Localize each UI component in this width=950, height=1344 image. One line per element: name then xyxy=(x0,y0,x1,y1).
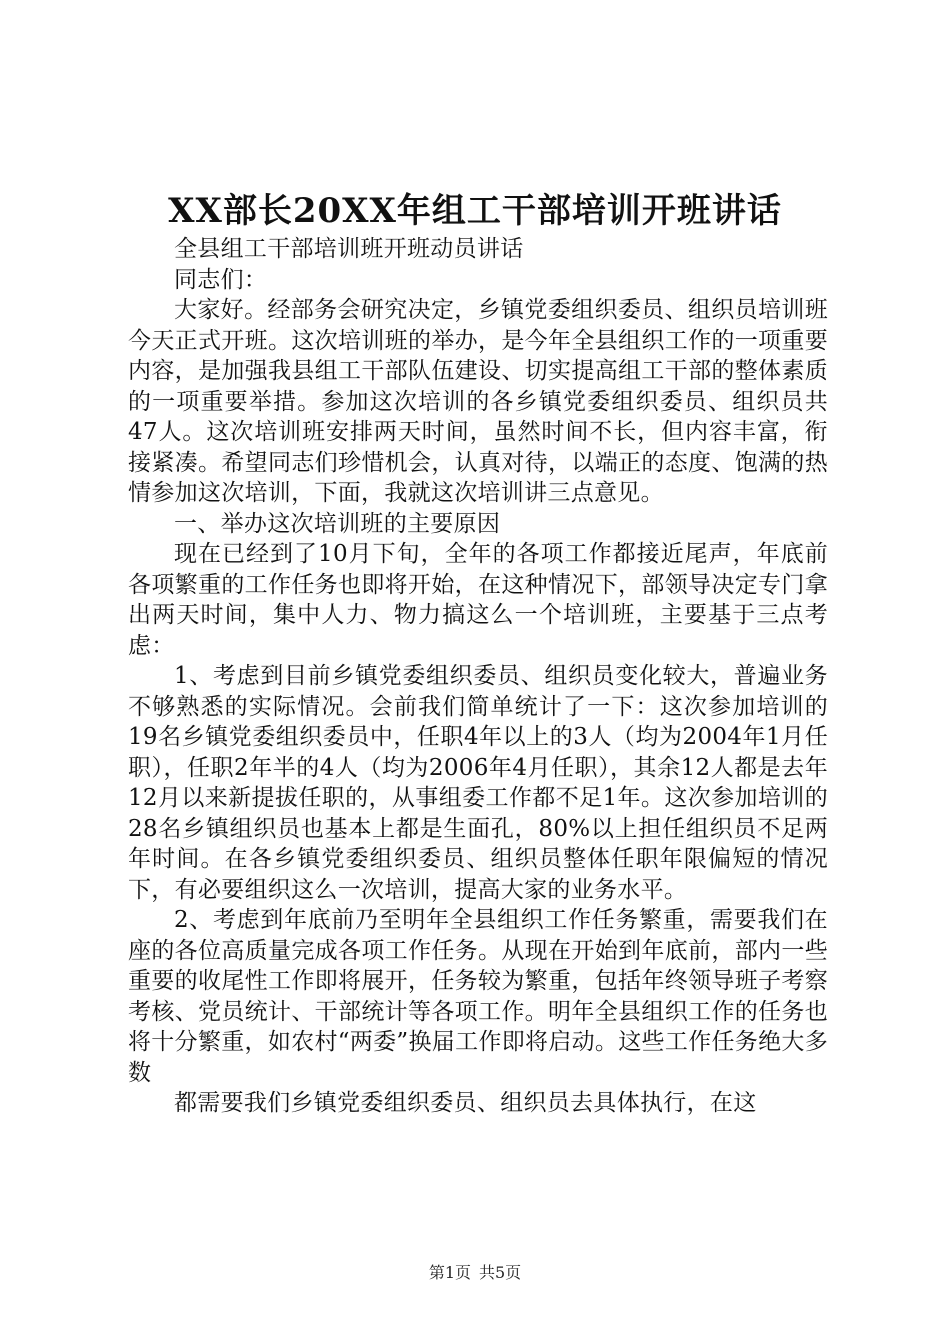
body-paragraph: 2、考虑到年底前乃至明年全县组织工作任务繁重，需要我们在座的各位高质量完成各项工作任务。从现在开始到年底前，部内一些重要的收尾性工作即将展开，任务较为繁重，包括年终领导班子考察考核、党员统计、干部统计等各项工作。明年全县组织工作的任务也将十分繁重，如农村“两委”换届工作即将启动。这些工作任务绝大多数 xyxy=(128,907,828,1086)
page-number: 第1页 xyxy=(428,1263,471,1282)
body-paragraph: 大家好。经部务会研究决定，乡镇党委组织委员、组织员培训班今天正式开班。这次培训班的举办，是今年全县组织工作的一项重要内容，是加强我县组工干部队伍建设、切实提高组工干部的整体素质的一项重要举措。参加这次培训的各乡镇党委组织委员、组织员共47人。这次培训班安排两天时间，虽然时间不长，但内容丰富，衔接紧凑。希望同志们珍惜机会，认真对待，以端正的态度、饱满的热情参加这次培训，下面，我就这次培训讲三点意见。 xyxy=(128,297,828,506)
document-title: XX部长20XX年组工干部培训开班讲话 xyxy=(168,191,782,231)
body-paragraph: 都需要我们乡镇党委组织委员、组织员去具体执行，在这 xyxy=(174,1090,757,1116)
subtitle-paragraph: 全县组工干部培训班开班动员讲话 xyxy=(174,236,524,262)
body-paragraph: 1、考虑到目前乡镇党委组织委员、组织员变化较大，普遍业务不够熟悉的实际情况。会前我们简单统计了一下：这次参加培训的19名乡镇党委组织委员中，任职4年以上的3人（均为2004年1月任职），任职2年半的4人（均为2006年4月任职），其余12人都是去年12月以来新提拔任职的，从事组委工作都不足1年。这次参加培训的28名乡镇组织员也基本上都是生面孔，80%以上担任组织员不足两年时间。在各乡镇党委组织委员、组织员整体任职年限偏短的情况下，有必要组织这么一次培训，提高大家的业务水平。 xyxy=(128,663,828,903)
page-footer xyxy=(0,1262,950,1284)
body-paragraph: 现在已经到了10月下旬，全年的各项工作都接近尾声，年底前各项繁重的工作任务也即将开始，在这种情况下，部领导决定专门拿出两天时间，集中人力、物力搞这么一个培训班，主要基于三点考虑： xyxy=(128,541,828,659)
page-total: 共5页 xyxy=(479,1263,522,1282)
salutation-paragraph: 同志们： xyxy=(174,266,268,293)
section-heading: 一、举办这次培训班的主要原因 xyxy=(174,510,501,537)
document-body xyxy=(128,234,828,1119)
